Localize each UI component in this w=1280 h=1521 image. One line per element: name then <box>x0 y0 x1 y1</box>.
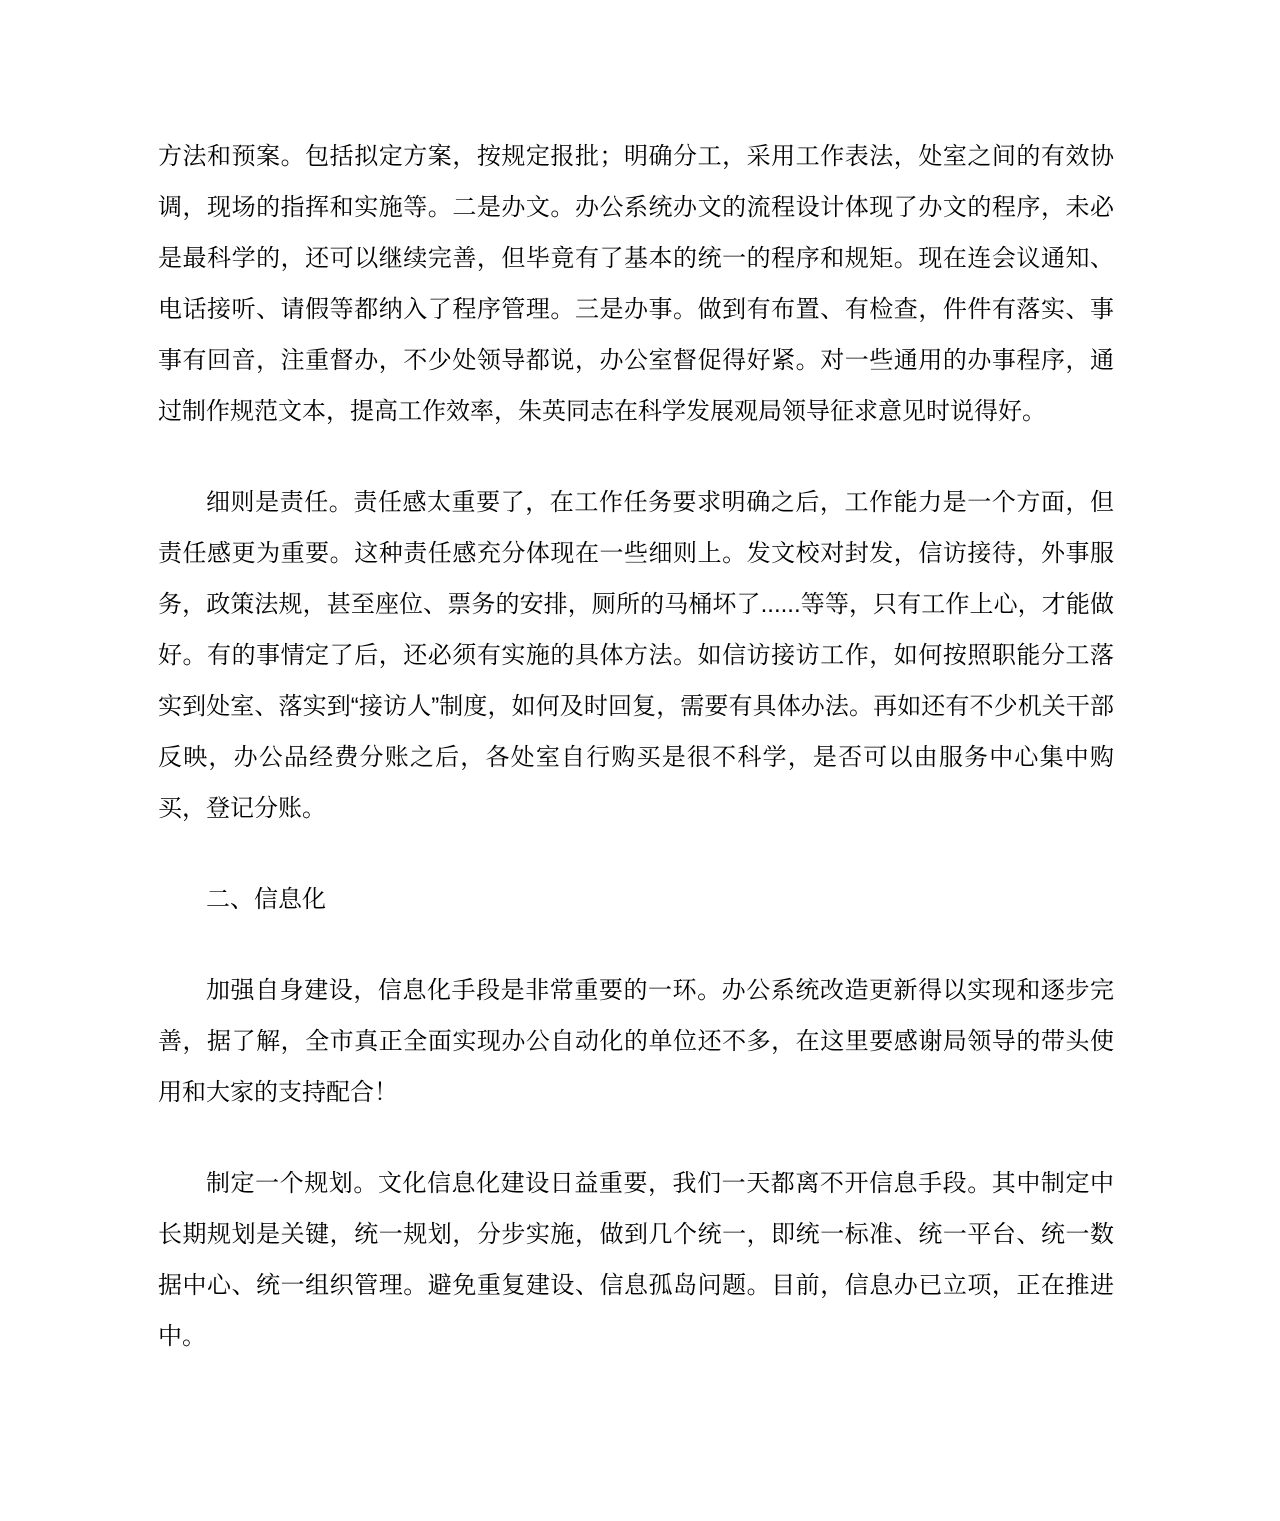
paragraph-continuation: 方法和预案。包括拟定方案，按规定报批；明确分工，采用工作表法，处室之间的有效协调，现场的指挥和实施等。二是办文。办公系统办文的流程设计体现了办文的程序，未必是最科学的，还可以继续完善，但毕竟有了基本的统一的程序和规矩。现在连会议通知、电话接听、请假等都纳入了程序管理。三是办事。做到有布置、有检查，件件有落实、事事有回音，注重督办，不少处领导都说，办公室督促得好紧。对一些通用的办事程序，通过制作规范文本，提高工作效率，朱英同志在科学发展观局领导征求意见时说得好。 <box>158 143 1114 425</box>
paragraph-self-construction: 加强自身建设，信息化手段是非常重要的一环。办公系统改造更新得以实现和逐步完善，据了解，全市真正全面实现办公自动化的单位还不多，在这里要感谢局领导的带头使用和大家的支持配合！ <box>158 977 1114 1106</box>
paragraph-planning: 制定一个规划。文化信息化建设日益重要，我们一天都离不开信息手段。其中制定中长期规划是关键，统一规划，分步实施，做到几个统一，即统一标准、统一平台、统一数据中心、统一组织管理。避免重复建设、信息孤岛问题。目前，信息办已立项，正在推进中。 <box>158 1170 1114 1350</box>
section-heading-informatization: 二、信息化 <box>206 886 326 913</box>
paragraph-responsibility: 细则是责任。责任感太重要了，在工作任务要求明确之后，工作能力是一个方面，但责任感更为重要。这种责任感充分体现在一些细则上。发文校对封发，信访接待，外事服务，政策法规，甚至座位、票务的安排，厕所的马桶坏了......等等，只有工作上心，才能做好。有的事情定了后，还必须有实施的具体方法。如信访接访工作，如何按照职能分工落实到处室、落实到“接访人”制度，如何及时回复，需要有具体办法。再如还有不少机关干部反映，办公品经费分账之后，各处室自行购买是很不科学，是否可以由服务中心集中购买，登记分账。 <box>158 489 1114 822</box>
